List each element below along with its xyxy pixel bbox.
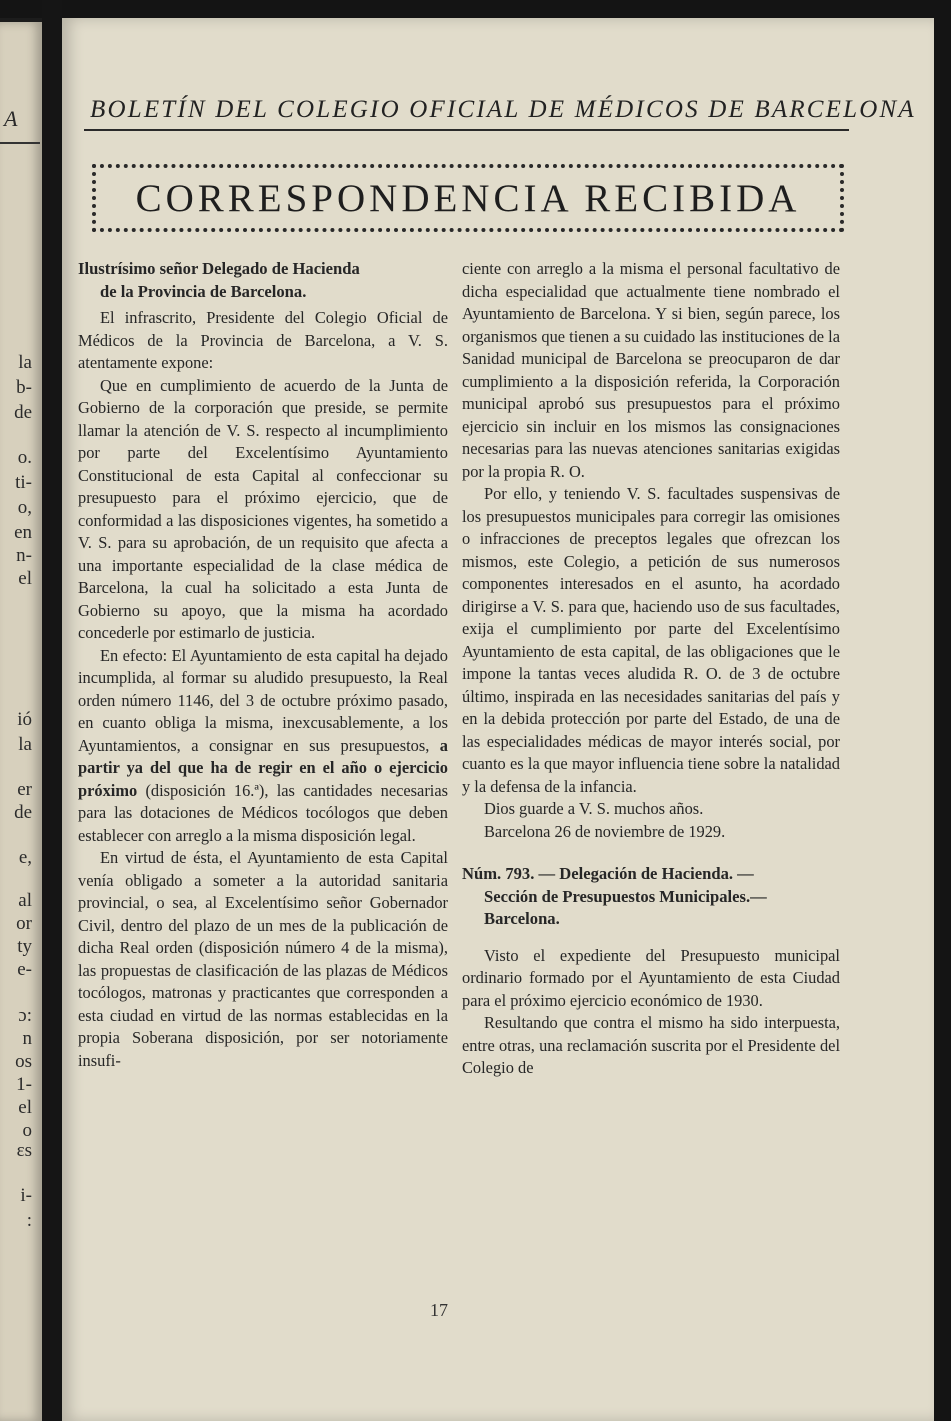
header-rule: [84, 129, 849, 131]
paragraph: Resultando que contra el mismo ha sido interpuesta, entre otras, una reclamación suscrita por el Presidente del Colegio de: [462, 1013, 840, 1077]
facing-page-text-fragment: i-: [20, 1185, 32, 1206]
facing-page-text-fragment: o,: [17, 497, 32, 518]
section-title: CORRESPONDENCIA RECIBIDA: [135, 176, 801, 220]
paragraph-continuation: ciente con arreglo a la misma el personal facultativo de dicha especialidad que actualmente tiene nombrado el Ayuntamiento de Barcelona. Y si bien, según parece, los organismos que tienen a su cuidado las instituciones de la Sanidad municipal de Barcelona se preocuparon de dar cumplimiento a la disposición referida, la Corporación municipal aprobó sus presupuestos para el próximo ejercicio sin incluir en los mismos las consignaciones necesarias para las nuevas atenciones sanitarias exigidas por la propia R. O.: [462, 259, 840, 481]
facing-page-text-fragment: or: [16, 913, 32, 934]
right-column: [462, 258, 840, 1080]
page-number: 17: [430, 1300, 448, 1320]
facing-page-text-fragment: la: [18, 734, 32, 755]
facing-page-text-fragment: el: [18, 1097, 32, 1118]
facing-page-text-fragment: la: [18, 352, 32, 373]
facing-page-edge: [0, 22, 42, 1421]
facing-page-text-fragment: ɔ:: [18, 1005, 32, 1026]
letter-addressee: Ilustrísimo señor Delegado de Hacienda de la Provincia de Barcelona.: [78, 259, 360, 301]
page: [62, 18, 934, 1421]
facing-page-text-fragment: 1-: [16, 1074, 32, 1095]
facing-page-text-fragment: e-: [17, 959, 32, 980]
facing-page-text-fragment: er: [17, 779, 32, 800]
facing-page-text-fragment: ɛs: [16, 1140, 32, 1161]
date-line: Barcelona 26 de noviembre de 1929.: [484, 821, 726, 841]
facing-page-text-fragment: de: [14, 802, 32, 823]
facing-page-text-fragment: de: [14, 402, 32, 423]
paragraph: En efecto: El Ayuntamiento de esta capital ha dejado incumplida, al formar su aludido presupuesto, la Real orden número 1146, del 3 de octubre próximo pasado, en cuanto obliga la misma, inexcusablemente, a los Ayuntamientos, a consignar en sus presupuestos, a partir ya del que ha de regir en el año o ejercicio próximo (disposición 16.ª), las cantidades necesarias para las dotaciones de Médicos tocólogos que deben establecer con arreglo a la misma disposición legal.: [78, 645, 448, 845]
facing-page-text-fragment: e,: [18, 847, 32, 868]
facing-page-text-fragment: :: [26, 1210, 32, 1231]
section-heading: Núm. 793. — Delegación de Hacienda. — Sección de Presupuestos Municipales.— Barcelona.: [462, 864, 767, 928]
section-title-box: [92, 164, 844, 232]
facing-page-text-fragment: o: [22, 1120, 32, 1141]
facing-page-text-fragment: en: [14, 522, 32, 543]
facing-page-text-fragment: el: [18, 568, 32, 589]
paragraph: Visto el expediente del Presupuesto municipal ordinario formado por el Ayuntamiento de esta Ciudad para el próximo ejercicio económico de 1930.: [462, 945, 840, 1010]
scan-right-edge: [934, 0, 951, 1421]
facing-page-header-fragment: A: [4, 106, 20, 131]
running-header: BOLETÍN DEL COLEGIO OFICIAL DE MÉDICOS DE BARCELONA: [90, 96, 916, 123]
facing-page-rule: [0, 142, 40, 144]
facing-page-text-fragment: ti-: [15, 472, 32, 493]
facing-page-text-fragment: n-: [16, 545, 32, 566]
paragraph: El infrascrito, Presidente del Colegio Oficial de Médicos de la Provincia de Barcelona, a V. S. atentamente expone:: [78, 308, 448, 372]
facing-page-text-fragment: o.: [17, 447, 32, 468]
scan-top-edge: [0, 0, 951, 18]
facing-page-text-fragment: os: [15, 1051, 32, 1072]
bold-emphasis: a partir ya del que ha de regir en el año o ejercicio próximo: [78, 735, 448, 800]
facing-page-text-fragment: b-: [16, 377, 32, 398]
paragraph: En virtud de ésta, el Ayuntamiento de esta Capital venía obligado a someter a la autoridad sanitaria provincial, o sea, al Excelentísimo señor Gobernador Civil, dentro del plazo de un mes de la publicación de dicha Real orden (disposición número 4 de la misma), las propuestas de clasificación de las plazas de Médicos tocólogos, matronas y practicantes que corresponden a esta ciudad en virtud de las normas establecidas en la propia Soberana disposición, por ser notoriamente insufi-: [78, 848, 448, 1070]
facing-page-text-fragment: al: [18, 890, 32, 911]
closing-line: Dios guarde a V. S. muchos años.: [484, 799, 704, 818]
facing-page-text-fragment: ty: [17, 936, 32, 957]
paragraph: Por ello, y teniendo V. S. facultades suspensivas de los presupuestos municipales para corregir las omisiones o infracciones de preceptos legales que ofrezcan los mismos, este Colegio, a petición de sus numerosos componentes interesados en el asunto, ha acordado dirigirse a V. S. para que, haciendo uso de sus facultades, exija el cumplimiento por parte del Excelentísimo Ayuntamiento de esta capital, de las obligaciones que le impone la tantas veces aludida R. O. de 3 de octubre último, inspirada en las necesidades sanitarias del país y en la debida protección por parte del Estado, de una de las especialidades médicas de mayor interés social, por cuanto es la que mayor influencia tiene sobre la natalidad y la defensa de la infancia.: [462, 484, 840, 796]
book-gutter: [42, 0, 62, 1421]
paragraph: Que en cumplimiento de acuerdo de la Junta de Gobierno de la corporación que preside, se permite llamar la atención de V. S. respecto al incumplimiento por parte del Excelentísimo Ayuntamiento Constitucional de esta Capital al confeccionar su presupuesto para el próximo ejercicio, que de conformidad a las disposiciones vigentes, ha sometido a V. S. para su aprobación, de un requisito que afecta a una importante especialidad de la clase médica de Barcelona, la cual ha solicitado a esta Junta de Gobierno su apoyo, que la misma ha acordado concederle por estimarlo de justicia.: [78, 375, 448, 642]
left-column: [78, 258, 448, 1072]
facing-page-text-fragment: n: [22, 1028, 32, 1049]
facing-page-text-fragment: ió: [17, 709, 32, 730]
